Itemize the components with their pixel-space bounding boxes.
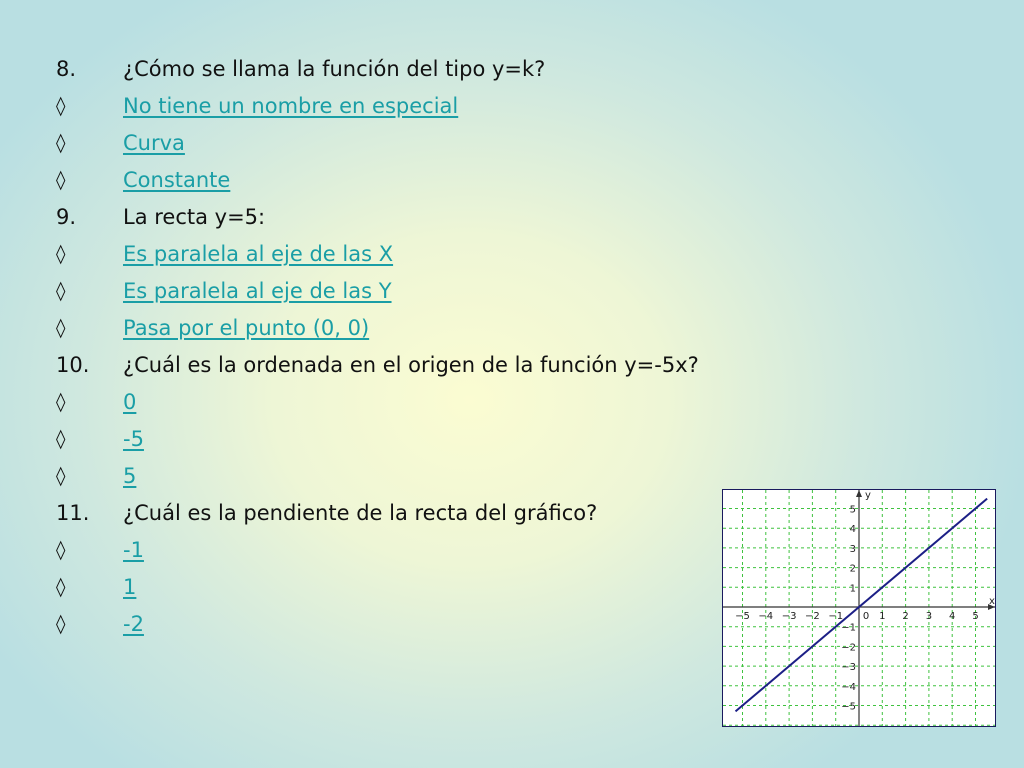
answer-option-link[interactable]: Es paralela al eje de las X — [123, 242, 394, 266]
x-tick-label: 4 — [949, 611, 956, 622]
diamond-bullet-icon: ◊ — [56, 576, 66, 598]
x-tick-label: −3 — [781, 611, 797, 622]
answer-option-link[interactable]: No tiene un nombre en especial — [123, 94, 459, 118]
question-number: 8. — [56, 57, 77, 81]
answer-option-link[interactable]: Es paralela al eje de las Y — [123, 279, 392, 303]
question-number: 10. — [56, 353, 90, 377]
answer-option-row — [56, 606, 699, 643]
y-tick-label: −1 — [841, 622, 856, 634]
x-tick-label: 2 — [902, 611, 909, 622]
x-axis-label: x — [989, 596, 995, 607]
diamond-bullet-icon: ◊ — [56, 280, 66, 302]
x-tick-label: 5 — [972, 611, 979, 622]
answer-option-link[interactable]: Constante — [123, 168, 231, 192]
answer-option-row — [56, 384, 699, 421]
y-tick-label: −3 — [841, 662, 856, 674]
question-row — [56, 51, 699, 88]
y-axis-arrow-icon — [856, 490, 862, 497]
y-tick-label: 5 — [849, 504, 856, 516]
y-tick-label: −4 — [841, 681, 856, 693]
quiz-list — [56, 51, 699, 643]
question-text: ¿Cuál es la pendiente de la recta del gráfico? — [123, 501, 598, 525]
y-tick-label: 2 — [849, 563, 856, 575]
answer-option-link[interactable]: 1 — [123, 575, 137, 599]
answer-option-row — [56, 125, 699, 162]
x-tick-label: −2 — [805, 611, 820, 622]
answer-option-link[interactable]: -2 — [123, 612, 144, 636]
answer-option-link[interactable]: Pasa por el punto (0, 0) — [123, 316, 370, 340]
diamond-bullet-icon: ◊ — [56, 391, 66, 413]
answer-option-link[interactable]: -1 — [123, 538, 144, 562]
diamond-bullet-icon: ◊ — [56, 169, 66, 191]
question-text: ¿Cuál es la ordenada en el origen de la función y=-5x? — [123, 353, 699, 377]
y-tick-label: 1 — [849, 583, 856, 595]
x-tick-label: 1 — [879, 611, 886, 622]
diamond-bullet-icon: ◊ — [56, 613, 66, 635]
x-tick-label: −5 — [735, 611, 750, 622]
function-line — [736, 499, 988, 712]
answer-option-row — [56, 162, 699, 199]
answer-option-link[interactable]: -5 — [123, 427, 144, 451]
question-number: 11. — [56, 501, 90, 525]
question-row — [56, 199, 699, 236]
question-row — [56, 347, 699, 384]
diamond-bullet-icon: ◊ — [56, 465, 66, 487]
answer-option-row — [56, 88, 699, 125]
diamond-bullet-icon: ◊ — [56, 132, 66, 154]
question-row — [56, 495, 699, 532]
x-tick-label: 3 — [925, 611, 933, 622]
answer-option-row — [56, 569, 699, 606]
answer-option-row — [56, 421, 699, 458]
answer-option-row — [56, 236, 699, 273]
y-axis-label: y — [865, 490, 871, 501]
line-graph — [722, 489, 996, 727]
answer-option-link[interactable]: 0 — [123, 390, 137, 414]
answer-option-row — [56, 310, 699, 347]
question-text: La recta y=5: — [123, 205, 266, 229]
answer-option-row — [56, 273, 699, 310]
diamond-bullet-icon: ◊ — [56, 428, 66, 450]
y-tick-label: 3 — [849, 543, 856, 555]
x-tick-label: −4 — [758, 611, 774, 622]
y-tick-label: −2 — [841, 642, 856, 654]
answer-option-row — [56, 458, 699, 495]
x-tick-label: 0 — [862, 611, 870, 622]
graph-svg — [723, 490, 995, 726]
y-tick-label: −5 — [841, 701, 856, 713]
question-number: 9. — [56, 205, 77, 229]
question-text: ¿Cómo se llama la función del tipo y=k? — [123, 57, 546, 81]
answer-option-link[interactable]: Curva — [123, 131, 185, 155]
answer-option-row — [56, 532, 699, 569]
y-tick-label: 4 — [849, 524, 856, 536]
diamond-bullet-icon: ◊ — [56, 243, 66, 265]
answer-option-link[interactable]: 5 — [123, 464, 137, 488]
x-tick-label: −1 — [828, 611, 844, 622]
diamond-bullet-icon: ◊ — [56, 317, 66, 339]
diamond-bullet-icon: ◊ — [56, 539, 66, 561]
diamond-bullet-icon: ◊ — [56, 95, 66, 117]
